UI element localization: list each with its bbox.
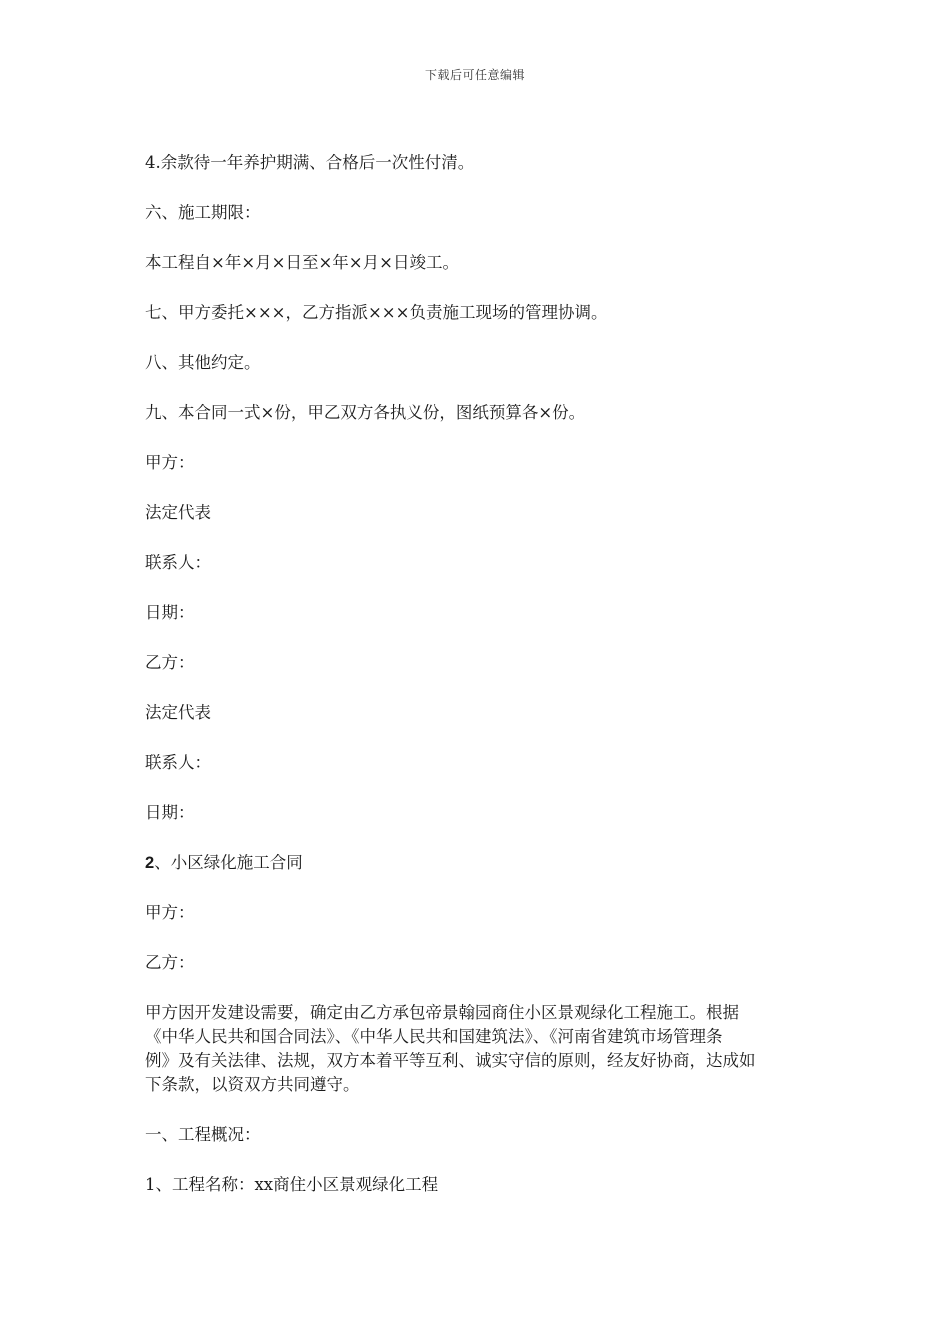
clause-project-name: 1、工程名称：xx商住小区景观绿化工程 [145, 1175, 439, 1194]
clause-heading-construction-period: 六、施工期限： [145, 203, 261, 222]
party-b-date: 日期： [145, 803, 195, 822]
preamble-line: 甲方因开发建设需要，确定由乙方承包帝景翰园商住小区景观绿化工程施工。根据 [145, 1003, 739, 1022]
clause-copies: 九、本合同一式×份，甲乙双方各执义份，图纸预算各×份。 [145, 403, 586, 422]
document-body [145, 151, 805, 1223]
party-a-contact: 联系人： [145, 553, 211, 572]
clause-remaining-payment: 4.余款待一年养护期满、合格后一次性付清。 [145, 153, 475, 172]
section-title-text: 、小区绿化施工合同 [154, 853, 303, 872]
party-a-date: 日期： [145, 603, 195, 622]
clause-construction-dates: 本工程自×年×月×日至×年×月×日竣工。 [145, 253, 459, 272]
party-a-label: 甲方： [145, 453, 195, 472]
preamble-line: 下条款，以资双方共同遵守。 [145, 1075, 360, 1094]
preamble-line: 例》及有关法律、法规，双方本着平等互利、诚实守信的原则，经友好协商，达成如 [145, 1051, 756, 1070]
page-header-note: 下载后可任意编辑 [424, 68, 525, 82]
party-a-legal-rep: 法定代表 [145, 503, 211, 522]
clause-site-management: 七、甲方委托×××，乙方指派×××负责施工现场的管理协调。 [145, 303, 608, 322]
party-b-legal-rep: 法定代表 [145, 703, 211, 722]
party-b-contact: 联系人： [145, 753, 211, 772]
preamble-line: 《中华人民共和国合同法》、《中华人民共和国建筑法》、《河南省建筑市场管理条 [145, 1027, 723, 1046]
contract-party-b: 乙方： [145, 953, 195, 972]
clause-other-agreements: 八、其他约定。 [145, 353, 261, 372]
contract-preamble [145, 1001, 797, 1097]
party-b-label: 乙方： [145, 653, 195, 672]
contract-party-a: 甲方： [145, 903, 195, 922]
section-number: 2 [145, 854, 155, 872]
clause-heading-project-overview: 一、工程概况： [145, 1125, 261, 1144]
section-title [145, 851, 805, 875]
